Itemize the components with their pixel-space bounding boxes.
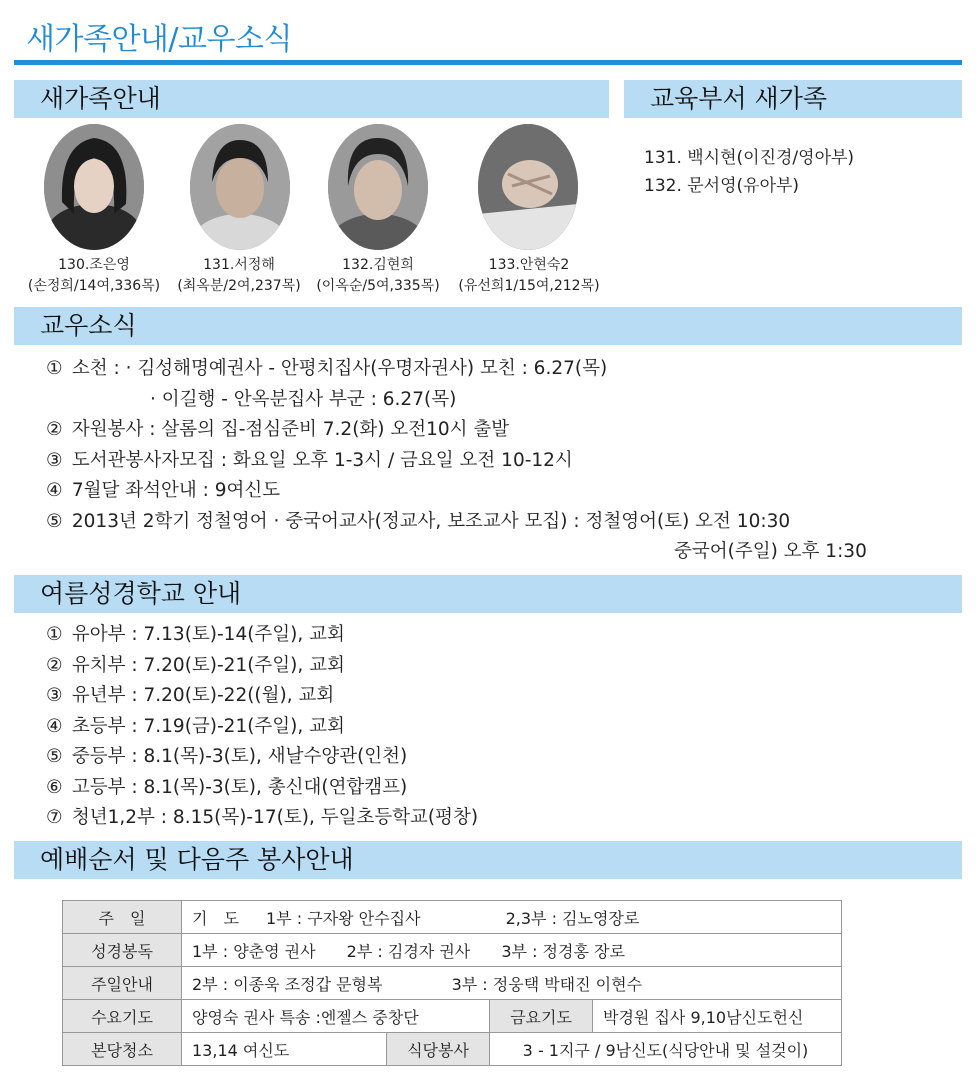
list-item — [46, 651, 478, 682]
item-number: ① — [46, 358, 63, 379]
member-name: 133.안현숙2 — [488, 257, 570, 273]
news-header: 교우소식 — [14, 307, 962, 345]
page-title: 새가족안내/교우소식 — [26, 22, 292, 57]
service-table — [62, 900, 842, 1066]
new-family-header: 새가족안내 — [14, 80, 609, 118]
row-label: 주일안내 — [63, 967, 182, 1000]
list-item — [46, 415, 867, 446]
item-text: 중등부 : 8.1(목)-3(토), 새날수양관(인천) — [71, 746, 408, 767]
item-text: 2013년 2학기 정철영어 · 중국어교사(정교사, 보조교사 모집) : 정철영어(토) 오전 10:30 — [71, 510, 791, 532]
item-number: ④ — [46, 480, 63, 501]
title-divider — [14, 60, 962, 65]
item-text: 도서관봉사자모집 : 화요일 오후 1-3시 / 금요일 오전 10-12시 — [71, 449, 573, 471]
item-text: 고등부 : 8.1(목)-3(토), 총신대(연합캠프) — [71, 776, 408, 798]
item-number: ② — [46, 654, 63, 676]
table-row — [63, 1033, 842, 1066]
service-1-prayer: 1부 : 구자왕 안수집사 — [266, 908, 421, 928]
item-text: 유아부 : 7.13(토)-14(주일), 교회 — [71, 624, 345, 645]
service-header: 예배순서 및 다음주 봉사안내 — [14, 841, 962, 879]
member-photo-4 — [478, 124, 578, 250]
news-list — [46, 354, 867, 568]
member-photo-1 — [44, 124, 144, 250]
vbs-list — [46, 620, 478, 834]
guide-2: 2부 : 이종욱 조정갑 문형복 — [192, 974, 383, 994]
member-caption-4 — [448, 255, 610, 297]
list-item — [46, 620, 478, 651]
list-item — [46, 354, 867, 385]
member-caption-3 — [309, 255, 447, 297]
service-23-prayer: 2,3부 : 김노영장로 — [505, 908, 640, 928]
pray-label: 기 도 — [192, 908, 239, 928]
list-item: 131. 백시현(이진경/영아부) — [644, 148, 855, 168]
item-text: 초등부 : 7.19(금)-21(주일), 교회 — [71, 715, 345, 737]
item-number: ① — [46, 624, 63, 645]
list-item — [46, 385, 867, 416]
row-label: 주 일 — [63, 901, 182, 934]
item-number: ④ — [46, 715, 63, 737]
list-item — [46, 446, 867, 477]
list-item — [46, 803, 478, 834]
vbs-header: 여름성경학교 안내 — [14, 575, 962, 613]
item-number: ② — [46, 419, 63, 440]
item-text: 자원봉사 : 살롬의 집-점심준비 7.2(화) 오전10시 출발 — [71, 419, 510, 440]
reader-1: 1부 : 양춘영 권사 — [192, 941, 316, 961]
item-number: ⑦ — [46, 807, 63, 828]
row-label: 성경봉독 — [63, 934, 182, 967]
item-text: 중국어(주일) 오후 1:30 — [674, 541, 867, 562]
table-row — [63, 934, 842, 967]
table-row — [63, 967, 842, 1000]
table-cell — [182, 934, 842, 967]
table-row — [63, 1000, 842, 1033]
item-text: 7월달 좌석안내 : 9여신도 — [71, 480, 281, 501]
friday-label: 금요기도 — [490, 1000, 593, 1033]
list-item — [46, 537, 867, 568]
member-name: 132.김현희 — [342, 257, 414, 273]
table-cell — [182, 967, 842, 1000]
wed-prayer-value: 양영숙 권사 특송 :엔젤스 중창단 — [182, 1000, 490, 1033]
guide-3: 3부 : 정웅택 박태진 이현수 — [451, 974, 643, 994]
member-photo-3 — [328, 124, 428, 250]
item-number: ⑤ — [46, 510, 63, 532]
item-number: ③ — [46, 449, 63, 471]
dining-label: 식당봉사 — [387, 1033, 490, 1066]
reader-3: 3부 : 정경홍 장로 — [501, 941, 625, 961]
dining-value: 3 - 1지구 / 9남신도(식당안내 및 설겆이) — [490, 1033, 842, 1066]
row-label: 수요기도 — [63, 1000, 182, 1033]
clean-value: 13,14 여신도 — [182, 1033, 387, 1066]
row-label: 본당청소 — [63, 1033, 182, 1066]
table-cell — [182, 901, 842, 934]
member-info: (최옥분/2여,237목) — [177, 278, 301, 294]
member-name: 130.조은영 — [58, 257, 130, 273]
item-text: 소천 : · 김성해명예권사 - 안평치집사(우명자권사) 모친 : 6.27(목) — [71, 358, 608, 379]
edu-family-header: 교육부서 새가족 — [624, 80, 962, 118]
member-info: (손정희/14여,336목) — [27, 278, 161, 294]
item-text: 청년1,2부 : 8.15(목)-17(토), 두일초등학교(평창) — [71, 807, 479, 828]
member-info: (이옥순/5여,335목) — [316, 278, 440, 294]
list-item — [46, 773, 478, 804]
member-caption-2 — [170, 255, 308, 297]
member-photo-2 — [190, 124, 290, 250]
member-caption-1 — [20, 255, 168, 297]
list-item — [46, 742, 478, 773]
item-number: ⑥ — [46, 776, 63, 798]
member-info: (유선희1/15여,212목) — [458, 278, 600, 294]
item-text: · 이길행 - 안옥분집사 부군 : 6.27(목) — [150, 388, 457, 410]
list-item — [46, 712, 478, 743]
item-text: 유치부 : 7.20(토)-21(주일), 교회 — [71, 654, 345, 676]
list-item — [46, 507, 867, 538]
item-number: ③ — [46, 685, 63, 706]
list-item — [46, 476, 867, 507]
member-name: 131.서정해 — [203, 257, 275, 273]
reader-2: 2부 : 김경자 권사 — [346, 941, 471, 961]
edu-family-list — [644, 144, 854, 200]
list-item — [46, 681, 478, 712]
table-row — [63, 901, 842, 934]
item-text: 유년부 : 7.20(토)-22((월), 교회 — [71, 685, 335, 706]
list-item: 132. 문서영(유아부) — [644, 176, 800, 196]
friday-value: 박경원 집사 9,10남신도헌신 — [593, 1000, 842, 1033]
item-number: ⑤ — [46, 746, 63, 767]
